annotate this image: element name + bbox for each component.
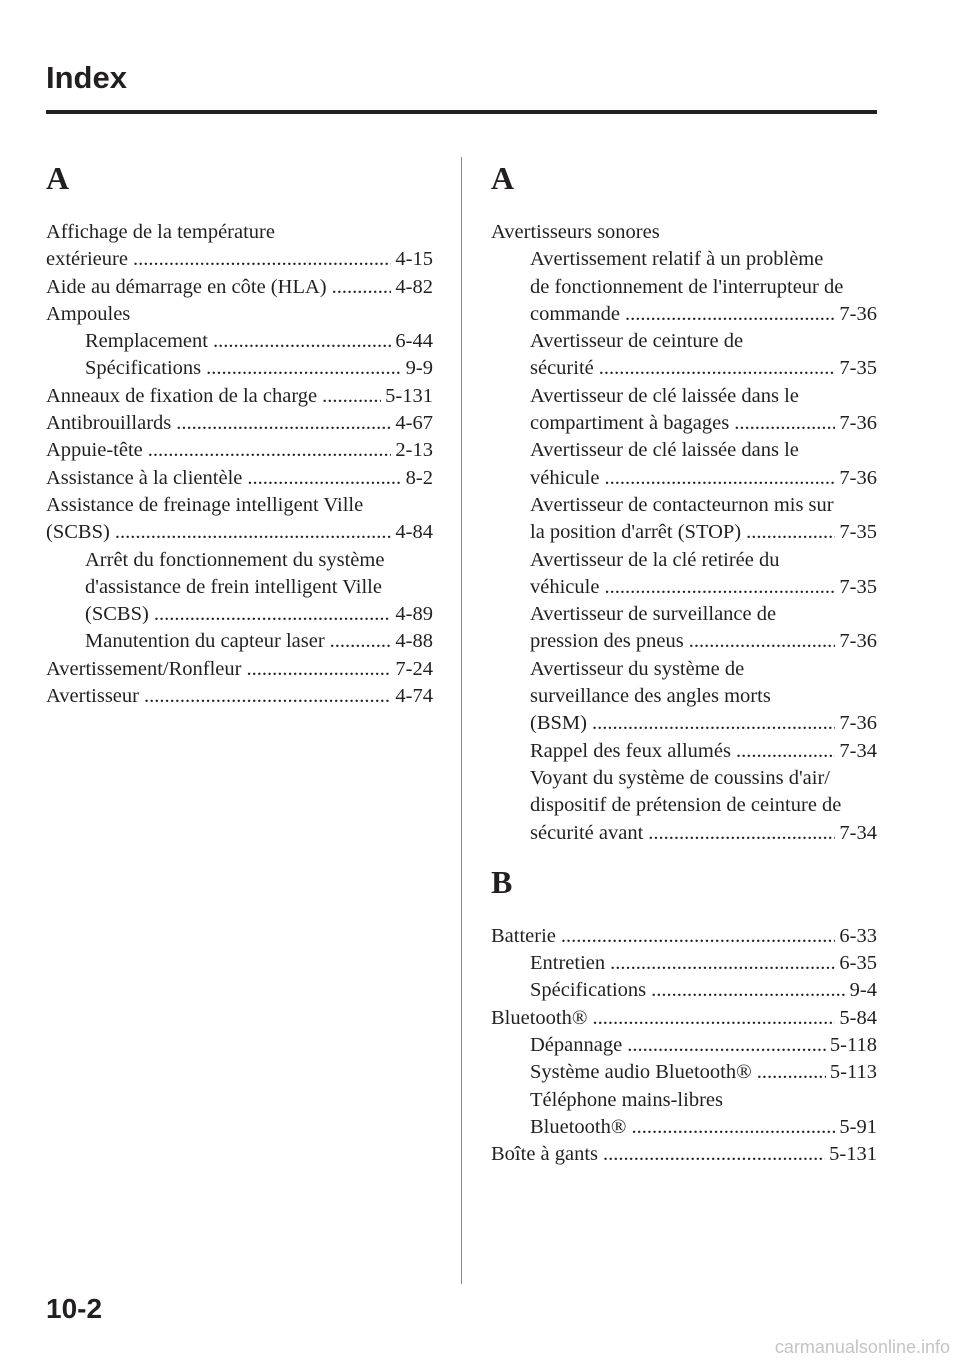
index-entries-a: [46, 219, 433, 710]
index-subentry: [491, 1059, 877, 1086]
entry-text: Avertisseur de clé laissée dans le: [530, 384, 799, 407]
index-subentry: [46, 355, 433, 382]
index-entries-b: [491, 923, 877, 1169]
page-title: Index: [46, 60, 127, 95]
dot-leader: [206, 355, 402, 382]
dot-leader: [330, 628, 392, 655]
entry-text: sécurité avant: [530, 821, 644, 844]
index-subentry: [491, 765, 877, 792]
page-ref[interactable]: 2-13: [395, 439, 433, 462]
index-entry: [491, 1141, 877, 1168]
entry-text: d'assistance de frein intelligent Ville: [85, 575, 382, 598]
index-entry: [491, 923, 877, 950]
dot-leader: [736, 738, 835, 765]
page-ref[interactable]: 5-84: [839, 1006, 877, 1029]
index-subentry: [491, 820, 877, 847]
page-ref[interactable]: 7-36: [839, 630, 877, 653]
index-column-right: [491, 158, 877, 1169]
entry-text: Aide au démarrage en côte (HLA): [46, 275, 327, 298]
index-entries-a-continued: [491, 219, 877, 847]
entry-text: véhicule: [530, 575, 600, 598]
index-entry: [46, 465, 433, 492]
page-number: 10-2: [46, 1293, 103, 1324]
dot-leader: [757, 1059, 826, 1086]
entry-text: Spécifications: [85, 357, 202, 380]
watermark: carmanualsonline.info: [774, 1337, 950, 1357]
index-subentry: [491, 274, 877, 301]
index-subentry: [491, 710, 877, 737]
page-ref[interactable]: 7-36: [839, 302, 877, 325]
entry-text: commande: [530, 302, 620, 325]
dot-leader: [592, 710, 835, 737]
dot-leader: [734, 410, 835, 437]
dot-leader: [689, 628, 836, 655]
page-ref[interactable]: 9-9: [405, 357, 433, 380]
page-ref[interactable]: 6-44: [395, 330, 433, 353]
page-ref[interactable]: 4-89: [395, 603, 433, 626]
entry-text: extérieure: [46, 248, 128, 271]
index-subentry: [491, 628, 877, 655]
index-subentry: [46, 328, 433, 355]
index-subentry: [491, 1032, 877, 1059]
index-entry: [46, 383, 433, 410]
index-subentry: [491, 246, 877, 273]
index-subentry: [491, 383, 877, 410]
dot-leader: [176, 410, 391, 437]
entry-text: Boîte à gants: [491, 1143, 599, 1166]
page-ref[interactable]: 5-113: [829, 1061, 877, 1084]
index-entry: [46, 437, 433, 464]
dot-leader: [322, 383, 381, 410]
section-letter-a: A: [46, 160, 70, 196]
index-subentry: [491, 328, 877, 355]
page-ref[interactable]: 7-35: [839, 575, 877, 598]
entry-text: Bluetooth®: [530, 1115, 627, 1138]
page-ref[interactable]: 5-131: [829, 1143, 877, 1166]
index-entry: [46, 274, 433, 301]
index-subentry: [46, 628, 433, 655]
page-ref[interactable]: 4-74: [395, 685, 433, 708]
entry-text: Avertisseur de clé laissée dans le: [530, 439, 799, 462]
entry-text: Affichage de la température: [46, 221, 275, 243]
dot-leader: [631, 1114, 835, 1141]
entry-text: surveillance des angles morts: [530, 685, 771, 708]
index-entry: [46, 301, 433, 328]
entry-text: Manutention du capteur laser: [85, 630, 325, 653]
entry-text: Avertissement relatif à un problème: [530, 248, 824, 271]
entry-text: Avertissement/Ronfleur: [46, 657, 242, 680]
entry-text: pression des pneus: [530, 630, 684, 653]
entry-text: Anneaux de fixation de la charge: [46, 384, 318, 407]
column-divider: [461, 157, 462, 1284]
page-ref[interactable]: 4-84: [395, 521, 433, 544]
entry-text: Avertisseur: [46, 685, 139, 708]
page-ref[interactable]: 4-67: [395, 412, 433, 435]
index-subentry: [491, 683, 877, 710]
index-entry: [46, 410, 433, 437]
dot-leader: [604, 465, 835, 492]
header-rule: [46, 110, 877, 114]
page-ref[interactable]: 7-35: [839, 357, 877, 380]
dot-leader: [115, 519, 392, 546]
entry-text: de fonctionnement de l'interrupteur de: [530, 275, 844, 298]
index-column-left: [46, 158, 433, 710]
dot-leader: [133, 246, 391, 273]
index-entry: [46, 656, 433, 683]
index-subentry: [491, 355, 877, 382]
entry-text: Avertisseur de la clé retirée du: [530, 548, 780, 571]
dot-leader: [648, 820, 835, 847]
entry-text: (SCBS): [46, 521, 110, 544]
entry-text: Rappel des feux allumés: [530, 739, 731, 762]
page-ref[interactable]: 6-35: [839, 952, 877, 975]
dot-leader: [610, 950, 835, 977]
entry-text: Avertisseur du système de: [530, 657, 745, 680]
page-ref[interactable]: 9-4: [849, 979, 877, 1002]
section-letter-b: B: [491, 863, 513, 900]
index-subentry: [491, 792, 877, 819]
index-entry: [46, 219, 433, 246]
entry-text: Remplacement: [85, 330, 208, 353]
index-subentry: [46, 547, 433, 574]
page-ref[interactable]: 5-131: [385, 384, 433, 407]
dot-leader: [247, 465, 401, 492]
entry-text: (BSM): [530, 712, 587, 735]
dot-leader: [154, 601, 392, 628]
dot-leader: [651, 977, 846, 1004]
dot-leader: [627, 1032, 826, 1059]
index-subentry: [491, 492, 877, 519]
page-ref[interactable]: 7-24: [395, 657, 433, 680]
page-ref[interactable]: 7-36: [839, 412, 877, 435]
page-ref[interactable]: 4-82: [395, 275, 433, 298]
dot-leader: [592, 1005, 835, 1032]
entry-text: dispositif de prétension de ceinture de: [530, 794, 842, 817]
index-subentry: [491, 977, 877, 1004]
dot-leader: [746, 519, 835, 546]
index-subentry: [46, 601, 433, 628]
entry-text: Avertisseur de surveillance de: [530, 603, 777, 626]
entry-text: Avertisseur de contacteurnon mis sur: [530, 493, 834, 516]
page-ref[interactable]: 6-33: [839, 924, 877, 947]
entry-text: Entretien: [530, 952, 606, 975]
dot-leader: [246, 656, 391, 683]
page-ref[interactable]: 5-118: [829, 1034, 877, 1057]
entry-text: compartiment à bagages: [530, 412, 730, 435]
entry-text: Bluetooth®: [491, 1006, 588, 1029]
entry-text: Ampoules: [46, 302, 131, 325]
entry-text: Batterie: [491, 924, 556, 947]
entry-text: Système audio Bluetooth®: [530, 1061, 752, 1084]
entry-text: Voyant du système de coussins d'air/: [530, 766, 830, 789]
page-ref[interactable]: 7-35: [839, 521, 877, 544]
index-subentry: [491, 656, 877, 683]
entry-text: la position d'arrêt (STOP): [530, 521, 742, 544]
entry-text: Dépannage: [530, 1034, 623, 1057]
entry-text: Antibrouillards: [46, 412, 172, 435]
entry-text: Avertisseurs sonores: [491, 221, 660, 243]
index-entry: [491, 1005, 877, 1032]
page-ref[interactable]: 7-34: [839, 821, 877, 844]
index-subentry: [491, 950, 877, 977]
entry-text: Appuie-tête: [46, 439, 143, 462]
dot-leader: [213, 328, 391, 355]
dot-leader: [599, 355, 836, 382]
index-subentry: [491, 410, 877, 437]
index-subentry: [491, 1087, 877, 1114]
page-ref[interactable]: 5-91: [839, 1115, 877, 1138]
index-entry: [46, 246, 433, 273]
index-subentry: [491, 547, 877, 574]
dot-leader: [604, 574, 835, 601]
entry-text: Avertisseur de ceinture de: [530, 330, 744, 353]
index-subentry: [491, 301, 877, 328]
index-subentry: [491, 1114, 877, 1141]
index-entry: [46, 492, 433, 519]
entry-text: Assistance à la clientèle: [46, 466, 243, 489]
page-ref[interactable]: 4-88: [395, 630, 433, 653]
entry-text: sécurité: [530, 357, 594, 380]
index-entry: [46, 683, 433, 710]
entry-text: Téléphone mains-libres: [530, 1088, 723, 1111]
index-subentry: [46, 574, 433, 601]
entry-text: Assistance de freinage intelligent Ville: [46, 493, 364, 516]
entry-text: (SCBS): [85, 603, 149, 626]
page-ref[interactable]: 7-36: [839, 712, 877, 735]
page-ref[interactable]: 8-2: [405, 466, 433, 489]
dot-leader: [625, 301, 835, 328]
entry-text: Arrêt du fonctionnement du système: [85, 548, 385, 571]
index-subentry: [491, 465, 877, 492]
dot-leader: [148, 437, 392, 464]
dot-leader: [603, 1141, 825, 1168]
index-entry: [491, 219, 877, 246]
entry-text: Spécifications: [530, 979, 647, 1002]
page-ref[interactable]: 7-34: [839, 739, 877, 762]
index-subentry: [491, 519, 877, 546]
index-subentry: [491, 738, 877, 765]
index-subentry: [491, 437, 877, 464]
dot-leader: [561, 923, 836, 950]
page-ref[interactable]: 4-15: [395, 248, 433, 271]
dot-leader: [144, 683, 391, 710]
section-letter-a-continued: A: [491, 160, 515, 196]
page-ref[interactable]: 7-36: [839, 466, 877, 489]
entry-text: véhicule: [530, 466, 600, 489]
dot-leader: [332, 274, 392, 301]
index-subentry: [491, 601, 877, 628]
index-subentry: [491, 574, 877, 601]
index-entry: [46, 519, 433, 546]
